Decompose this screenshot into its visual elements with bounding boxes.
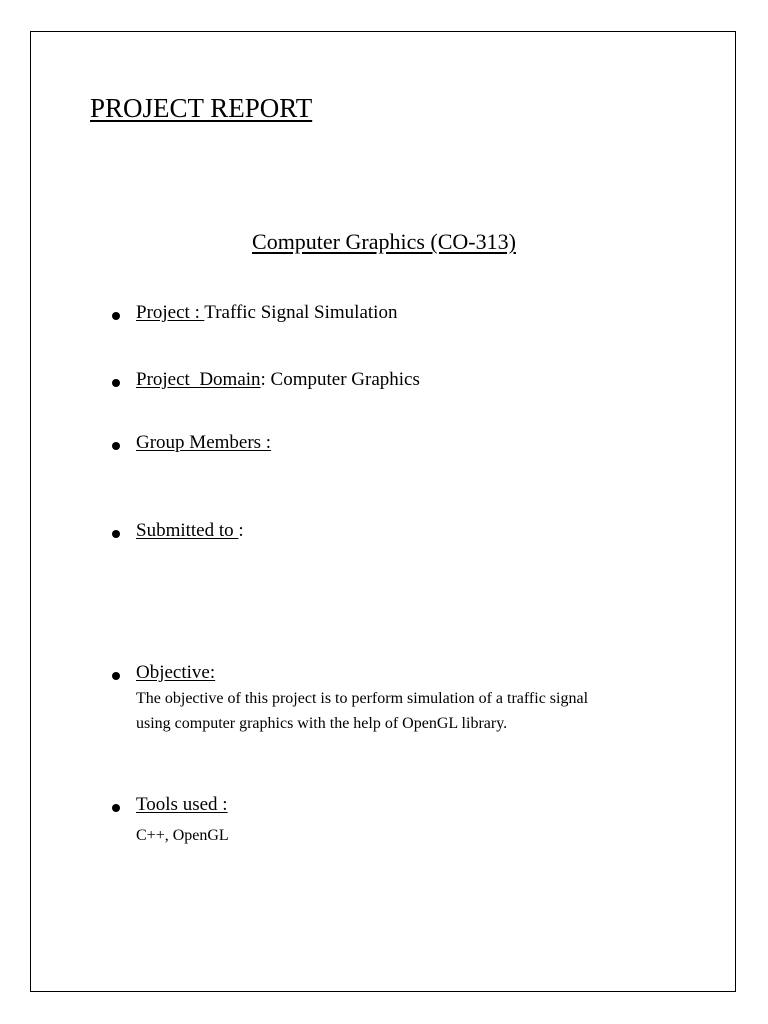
tools-line	[136, 794, 228, 816]
project-label: Project :	[136, 302, 205, 323]
submitted-label: Submitted to	[136, 520, 239, 541]
members-line	[136, 432, 271, 454]
objective-description-line-2: using computer graphics with the help of OpenGL library.	[136, 715, 508, 732]
page-title: PROJECT REPORT	[90, 93, 313, 123]
bullet-icon	[112, 312, 120, 320]
bullet-icon	[112, 804, 120, 812]
objective-line	[136, 662, 215, 684]
course-subtitle: Computer Graphics (CO-313)	[252, 229, 516, 254]
project-line	[136, 302, 397, 324]
submitted-value: :	[238, 520, 244, 541]
bullet-icon	[112, 379, 120, 387]
bullet-icon	[112, 530, 120, 538]
objective-description-line-1: The objective of this project is to perform simulation of a traffic signal	[136, 690, 589, 707]
bullet-icon	[112, 442, 120, 450]
project-value: Traffic Signal Simulation	[204, 302, 398, 323]
submitted-line	[136, 520, 244, 542]
domain-value: : Computer Graphics	[260, 369, 420, 390]
domain-label: Project Domain	[136, 369, 261, 390]
bullet-icon	[112, 672, 120, 680]
tools-label: Tools used :	[136, 794, 228, 815]
objective-label: Objective:	[136, 662, 216, 683]
domain-line	[136, 369, 420, 391]
members-label: Group Members :	[136, 432, 272, 453]
tools-description: C++, OpenGL	[136, 827, 229, 844]
